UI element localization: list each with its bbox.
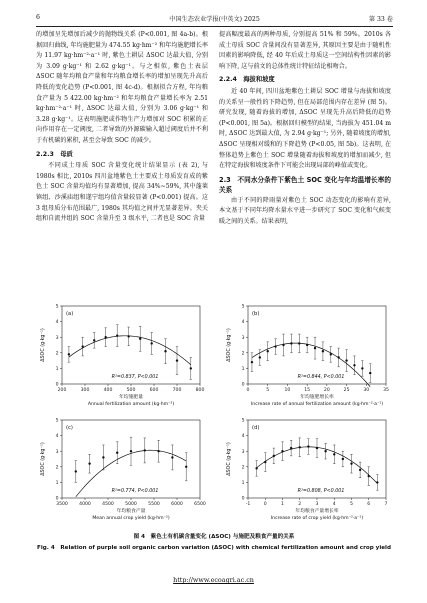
paragraph: 的增加呈先增加后减少的抛物线关系 (P<0.001, 图 4a-b)。根据回归曲线, 年均施肥量为 474.55 kg·hm⁻² 和年均施肥增长率为 11.97 kg·hm⁻²·a⁻¹ 时, 紫色土耕层 ΔSOC 达最大值, 分别为 3.09 g·kg⁻¹ 和 2.62 g·kg⁻¹。与之相似, 紫色土表层 ΔSOC 随年均粮食产量和年均粮食增长率的增加呈现先升高后降低的变化趋势 (P<0.001, 图 4c-d)。根据拟合方程, 年均粮食产量为 5 422.00 kg·hm⁻² 和年均粮食产量增长率为 2.51 kg·hm⁻²·a⁻¹ 时, ΔSOC 达最大值, 分别为 3.06 g·kg⁻¹ 和 3.28 g·kg⁻¹。这表明施肥或作物生产力增加对 SOC 积累的正向作用存在一定阈度, 二者导致的外源碳输入超过阈度后并不利于有机碳的累积, 甚至会导致 SOC 的减少。: [36, 31, 208, 144]
data-point: [93, 339, 95, 341]
left-column: [36, 30, 208, 225]
panel-label: (b): [252, 311, 260, 317]
chart-c: [36, 414, 206, 524]
y-tick-label: 3: [241, 335, 245, 341]
page-number: 6: [36, 14, 40, 21]
right-column: [219, 30, 391, 228]
y-tick-label: 3: [55, 335, 59, 341]
chart-d: [222, 414, 392, 524]
data-point: [171, 456, 173, 458]
x-tick-label: 600: [149, 388, 159, 393]
x-tick-label: 30: [363, 388, 370, 393]
x-tick-label: 500: [126, 388, 136, 393]
y-tick-label: 1: [55, 481, 59, 486]
panel-label: (d): [252, 425, 260, 431]
data-point: [190, 367, 192, 369]
y-axis-label: ΔSOC (g·kg⁻¹): [227, 328, 232, 362]
data-point: [259, 356, 261, 358]
y-tick-label: 3: [241, 449, 245, 455]
y-tick-label: 5: [241, 304, 245, 310]
x-axis-label-cn: 年均施肥量: [119, 395, 143, 400]
x-tick-label: 35: [383, 388, 389, 393]
fit-stats: R²=0.837, P<0.001: [111, 375, 159, 380]
x-tick-label: 5500: [148, 502, 160, 507]
x-axis-label-cn: 年均粮食产量: [116, 509, 146, 514]
fit-curve: [252, 343, 370, 387]
x-tick-label: 5: [266, 388, 270, 393]
data-point: [251, 361, 253, 363]
y-tick-label: 3: [55, 449, 59, 455]
x-tick-label: 200: [57, 388, 67, 393]
x-axis-label-en: Increase rate of crop yield (kg·hm⁻²·a⁻¹): [270, 516, 364, 521]
fit-stats: R²=0.844, P<0.001: [297, 375, 345, 380]
y-tick-label: 5: [241, 418, 245, 424]
volume-label: 第 33 卷: [368, 16, 393, 23]
x-tick-label: 300: [80, 388, 90, 393]
y-tick-label: 2: [55, 351, 59, 357]
data-point: [116, 452, 118, 454]
panel-a: [36, 300, 206, 410]
x-axis-label-en: Mean annual crop yield (kg·hm⁻²): [92, 516, 170, 521]
x-tick-label: 6500: [194, 502, 206, 507]
figure-caption-cn: 图 4 紫色土有机碳含量变化 (ΔSOC) 与施肥及粮食产量的关系: [133, 534, 295, 540]
x-tick-label: 3500: [56, 502, 68, 507]
data-point: [359, 469, 361, 471]
footer-url[interactable]: http://www.ecoagri.ac.cn: [173, 576, 254, 584]
y-tick-label: 2: [241, 465, 245, 471]
x-tick-label: -1: [245, 502, 251, 507]
section-heading: 2.2.4 海拔和坡度: [219, 76, 275, 84]
y-tick-label: 1: [241, 367, 245, 372]
page-header: [36, 14, 393, 27]
footer: [0, 576, 427, 584]
x-tick-label: 800: [195, 388, 205, 393]
y-axis-label: ΔSOC (g·kg⁻¹): [41, 328, 46, 362]
x-tick-label: 4500: [102, 502, 114, 507]
y-tick-label: 0: [55, 382, 59, 388]
y-axis-label: ΔSOC (g·kg⁻¹): [227, 442, 232, 476]
x-tick-label: 15: [304, 388, 311, 393]
data-point: [314, 347, 316, 349]
data-point: [185, 466, 187, 468]
panel-b: [222, 300, 392, 410]
data-point: [88, 462, 90, 464]
x-tick-label: 6000: [171, 502, 183, 507]
y-tick-label: 5: [55, 418, 59, 424]
section-heading: 2.2.3 母质: [36, 150, 73, 158]
data-point: [102, 456, 104, 458]
fit-stats: R²=0.808, P<0.001: [297, 489, 345, 494]
panel-label: (c): [66, 425, 73, 431]
x-tick-label: 4: [332, 502, 336, 507]
x-tick-label: 25: [343, 388, 350, 393]
x-tick-label: 4000: [79, 502, 91, 507]
x-tick-label: 0: [263, 502, 267, 507]
panel-d: [222, 414, 392, 524]
x-axis-label-en: Annual fertilization amount (kg·hm⁻²): [87, 402, 175, 407]
data-point: [333, 453, 335, 455]
plot-frame: [248, 306, 386, 384]
x-tick-label: 1: [281, 502, 284, 507]
fit-stats: R²=0.774, P<0.001: [111, 489, 159, 494]
figure-caption-en: Fig. 4 Relation of purple soil organic carbon variation (ΔSOC) with chemical fertilization amount and crop yield: [37, 545, 391, 551]
y-tick-label: 2: [241, 351, 245, 357]
y-axis-label: ΔSOC (g·kg⁻¹): [41, 442, 46, 476]
data-point: [361, 367, 363, 369]
x-tick-label: 3: [315, 502, 319, 507]
data-point: [350, 462, 352, 464]
paragraph: 近 40 年间, 四川盆地紫色土耕层 SOC 增量与海拔和坡度的关系呈一般性的下降趋势, 但在局部范围内存在差异 (图 5)。研究发现, 随着海拔的增加, ΔSOC 呈现先升高后降低的趋势 (P<0.001, 图 5a)。根据回归模型的结果, 当海拔为 451.04 m 时, ΔSOC 达到最大值, 为 2.94 g·kg⁻¹; 另外, 随着坡度的增加, ΔSOC 呈现相对缓和的下降趋势 (P<0.05, 图 5b)。这表明, 在整体趋势上紫色土 SOC 增量随着海拔和坡度的增加而减少, 但在特定海拔和坡度条件下可能会出现局部的峰值或变化。: [219, 87, 391, 170]
x-tick-label: 7: [384, 502, 388, 507]
data-point: [176, 359, 178, 361]
x-tick-label: 20: [323, 388, 330, 393]
data-point: [369, 372, 371, 374]
x-tick-label: 5000: [125, 502, 137, 507]
x-tick-label: 10: [284, 388, 291, 393]
x-axis-label-cn: 年均施肥增长率: [300, 395, 334, 400]
chart-a: [36, 300, 206, 410]
y-tick-label: 0: [241, 496, 245, 502]
y-tick-label: 4: [241, 434, 245, 440]
x-tick-label: 400: [103, 388, 113, 393]
data-point: [75, 470, 77, 472]
fit-curve: [69, 336, 191, 365]
x-tick-label: 2: [298, 502, 302, 507]
data-point: [353, 364, 355, 366]
data-point: [139, 338, 141, 340]
y-tick-label: 1: [55, 367, 59, 372]
paragraph: 不同成土母质 SOC 含量变化统计结果显示 (表 2), 与 1980s 相比, 2010s 四川盆地紫色土主要成土母质发育成的紫色土 SOC 含量均值均有显著增加, 提高 34%~59%, 其中蓬莱镇组、沙溪庙组和遂宁组均值含量较显著 (P<0.001) 提高。这 3 组母质分布范围最广, 1980s 其均值之间并无显著差异。夹关组和自流井组的 SOC 含量升至 3 级水平, 二者也是 SOC 含量: [36, 162, 208, 223]
x-axis-label-cn: 年均粮食产量增长率: [295, 509, 339, 514]
data-point: [130, 450, 132, 452]
data-point: [322, 350, 324, 352]
section-heading: 2.3 不同水分条件下紫色土 SOC 变化与年均温增长率的关系: [219, 175, 391, 194]
y-tick-label: 5: [55, 304, 59, 310]
data-point: [342, 458, 344, 460]
data-point: [151, 342, 153, 344]
y-tick-label: 0: [241, 382, 245, 388]
paragraph: 提高幅度最高的两种母质, 分别提高 51% 和 59%。2010s 各成土母质 SOC 含量间没有显著差异, 其原因主要是由于随机性因素的影响降低, 经 40 年后成土母质这一空间结构性因素的影响下降, 这与前文的总体性统计特征结论相吻合。: [219, 31, 391, 70]
y-tick-label: 0: [55, 496, 59, 502]
y-tick-label: 4: [55, 434, 59, 440]
data-point: [267, 350, 269, 352]
x-tick-label: 0: [246, 388, 250, 393]
data-point: [324, 450, 326, 452]
data-point: [164, 350, 166, 352]
x-tick-label: 700: [172, 388, 182, 393]
x-tick-label: 6: [367, 502, 371, 507]
x-tick-label: 5: [350, 502, 353, 507]
data-point: [68, 353, 70, 355]
y-tick-label: 4: [55, 320, 59, 326]
y-tick-label: 2: [55, 465, 59, 471]
journal-title: 中国生态农业学报(中英文) 2025: [169, 16, 260, 23]
panel-label: (a): [66, 311, 74, 317]
y-tick-label: 4: [241, 320, 245, 326]
figure-4: [36, 300, 392, 525]
data-point: [345, 359, 347, 361]
panel-c: [36, 414, 206, 524]
y-tick-label: 1: [241, 481, 245, 486]
x-axis-label-en: Increase rate of annual fertilization amount (kg·hm⁻²·a⁻¹): [250, 402, 384, 407]
chart-b: [222, 300, 392, 410]
paragraph: 由于不同的降雨量对紫色土 SOC 动态变化的影响有差异, 本文基于不同年均降水量水平进一步研究了 SOC 变化和气候变暖之间的关系。结果表明,: [219, 196, 391, 225]
